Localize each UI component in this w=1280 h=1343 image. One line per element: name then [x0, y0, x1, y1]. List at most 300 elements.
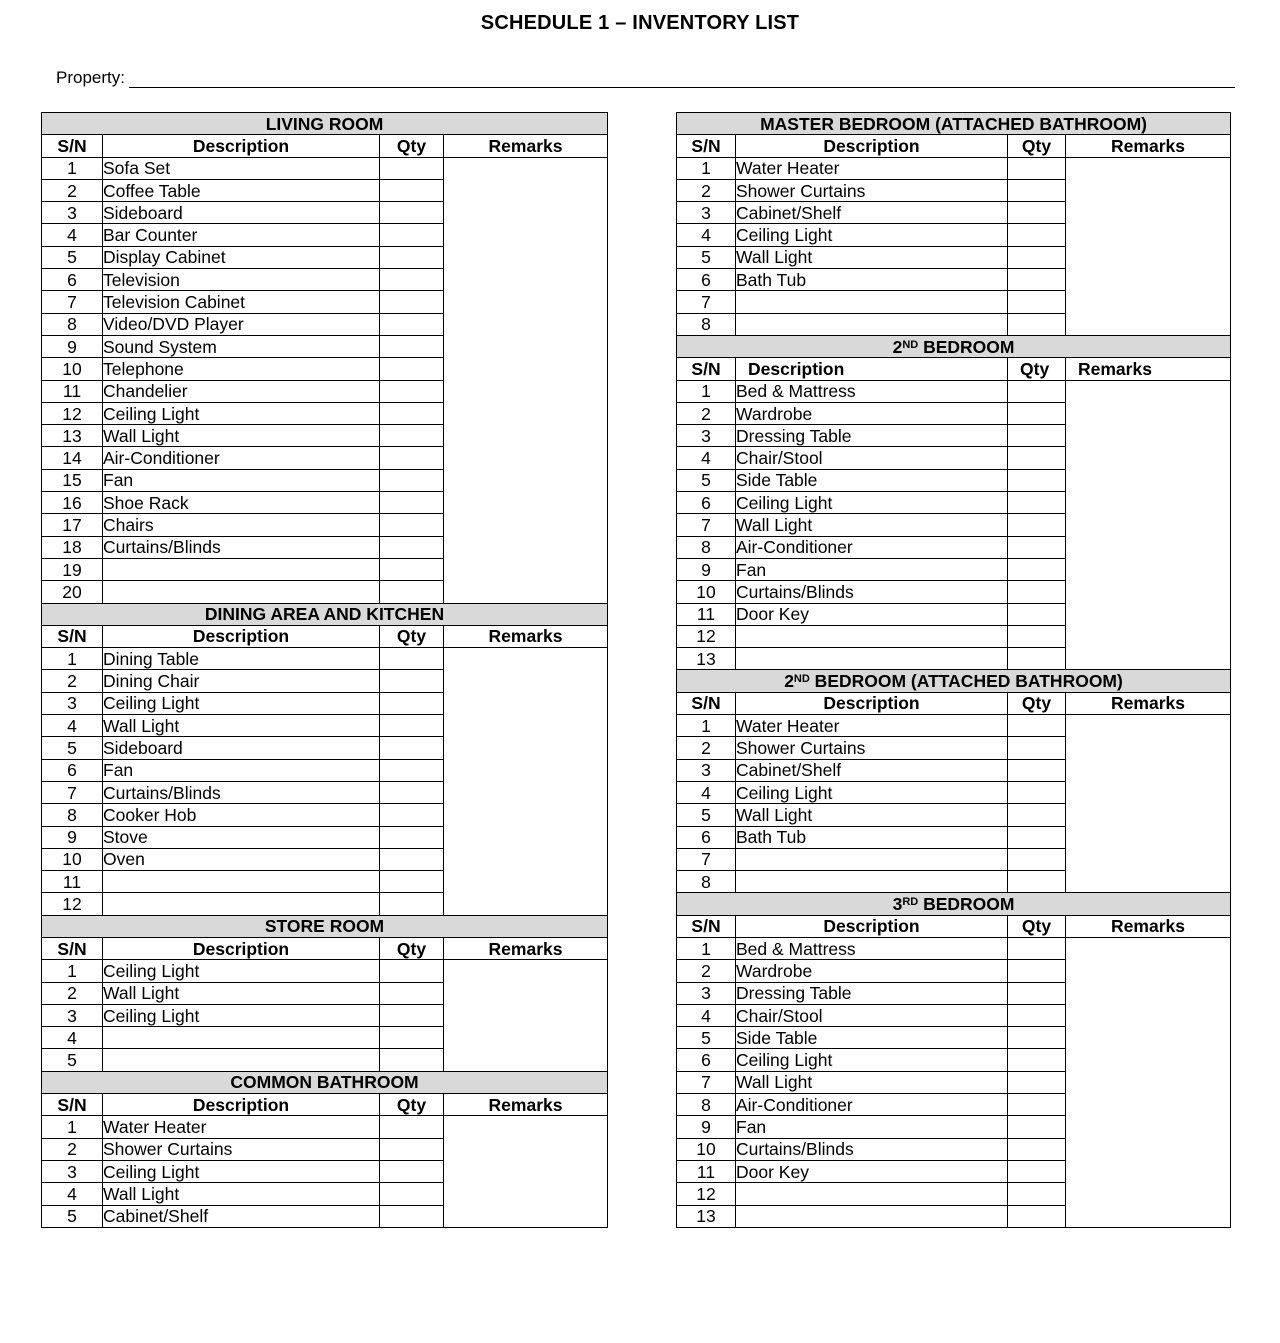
qty-cell[interactable] [1008, 1116, 1066, 1138]
column-header-row [677, 915, 1231, 937]
remarks-header: Remarks [1066, 358, 1231, 380]
qty-cell[interactable] [380, 558, 444, 580]
section-heading-row [677, 113, 1231, 135]
item-description: Ceiling Light [103, 1004, 380, 1026]
qty-cell[interactable] [380, 179, 444, 201]
qty-cell[interactable] [1008, 380, 1066, 402]
section-heading-row [677, 335, 1231, 357]
qty-cell[interactable] [380, 893, 444, 915]
serial-number: 16 [42, 492, 103, 514]
section-heading-number: 2 [892, 336, 903, 357]
serial-number: 11 [677, 603, 736, 625]
item-description: Wall Light [736, 246, 1008, 268]
page-title: SCHEDULE 1 – INVENTORY LIST [480, 12, 800, 34]
serial-number: 3 [42, 1004, 103, 1026]
qty-cell[interactable] [380, 157, 444, 179]
serial-number: 2 [677, 179, 736, 201]
serial-number: 13 [42, 425, 103, 447]
item-description: Dressing Table [736, 982, 1008, 1004]
remarks-header: Remarks [1066, 915, 1231, 937]
item-description[interactable] [736, 871, 1008, 893]
remarks-cell[interactable] [444, 648, 608, 916]
serial-number: 6 [42, 269, 103, 291]
sn-header: S/N [42, 937, 103, 959]
qty-cell[interactable] [380, 1138, 444, 1160]
column-header-row [677, 358, 1231, 380]
qty-cell[interactable] [380, 447, 444, 469]
item-description: Stove [103, 826, 380, 848]
qty-cell[interactable] [1008, 179, 1066, 201]
serial-number: 13 [677, 648, 736, 670]
qty-cell[interactable] [380, 536, 444, 558]
sn-header: S/N [42, 625, 103, 647]
remarks-cell[interactable] [444, 157, 608, 603]
qty-cell[interactable] [1008, 157, 1066, 179]
serial-number: 1 [42, 157, 103, 179]
item-description[interactable] [736, 313, 1008, 335]
item-description: Dressing Table [736, 425, 1008, 447]
qty-cell[interactable] [1008, 246, 1066, 268]
qty-cell[interactable] [1008, 492, 1066, 514]
item-description: Water Heater [103, 1116, 380, 1138]
qty-cell[interactable] [1008, 1004, 1066, 1026]
item-description: Sound System [103, 335, 380, 357]
item-description[interactable] [736, 625, 1008, 647]
item-description[interactable] [736, 848, 1008, 870]
serial-number: 9 [677, 1116, 736, 1138]
serial-number: 5 [677, 804, 736, 826]
serial-number: 13 [677, 1205, 736, 1227]
qty-cell[interactable] [1008, 982, 1066, 1004]
section-heading-row [42, 113, 608, 135]
qty-cell[interactable] [1008, 1205, 1066, 1227]
item-description: Shower Curtains [103, 1138, 380, 1160]
qty-cell[interactable] [1008, 781, 1066, 803]
serial-number: 3 [42, 692, 103, 714]
serial-number: 7 [677, 848, 736, 870]
qty-cell[interactable] [380, 1027, 444, 1049]
serial-number: 10 [677, 1138, 736, 1160]
item-description: Dining Chair [103, 670, 380, 692]
serial-number: 9 [677, 558, 736, 580]
column-header-row [42, 1094, 608, 1116]
qty-cell[interactable] [380, 670, 444, 692]
section-heading-number: 3 [892, 894, 903, 915]
qty-cell[interactable] [1008, 514, 1066, 536]
qty-cell[interactable] [1008, 1049, 1066, 1071]
serial-number: 3 [677, 425, 736, 447]
item-description: Ceiling Light [103, 960, 380, 982]
qty-cell[interactable] [380, 469, 444, 491]
qty-cell[interactable] [380, 1183, 444, 1205]
item-description: Wardrobe [736, 960, 1008, 982]
item-description: Bed & Mattress [736, 380, 1008, 402]
qty-cell[interactable] [380, 246, 444, 268]
item-description: Cabinet/Shelf [736, 202, 1008, 224]
section-heading-ordinal: ND [902, 338, 919, 351]
remarks-header: Remarks [444, 937, 608, 959]
serial-number: 6 [677, 1049, 736, 1071]
sn-header: S/N [677, 358, 736, 380]
item-description: Chair/Stool [736, 447, 1008, 469]
qty-cell[interactable] [1008, 871, 1066, 893]
serial-number: 12 [677, 625, 736, 647]
item-description: Shoe Rack [103, 492, 380, 514]
sn-header: S/N [677, 915, 736, 937]
table-row [677, 715, 1231, 737]
item-description: Ceiling Light [103, 402, 380, 424]
serial-number: 3 [677, 759, 736, 781]
item-description: Sideboard [103, 202, 380, 224]
table-row [42, 157, 608, 179]
remarks-cell[interactable] [1066, 937, 1231, 1227]
section-heading [677, 893, 1231, 915]
serial-number: 7 [42, 781, 103, 803]
qty-cell[interactable] [380, 291, 444, 313]
item-description: Coffee Table [103, 179, 380, 201]
serial-number: 5 [677, 1027, 736, 1049]
qty-cell[interactable] [380, 960, 444, 982]
description-header: Description [736, 692, 1008, 714]
qty-cell[interactable] [380, 402, 444, 424]
serial-number: 10 [677, 581, 736, 603]
item-description[interactable] [736, 291, 1008, 313]
serial-number: 4 [677, 224, 736, 246]
qty-cell[interactable] [380, 692, 444, 714]
description-header: Description [103, 1094, 380, 1116]
serial-number: 7 [42, 291, 103, 313]
item-description: Display Cabinet [103, 246, 380, 268]
item-description: Ceiling Light [736, 492, 1008, 514]
table-row [42, 1116, 608, 1138]
column-header-row [677, 692, 1231, 714]
remarks-cell[interactable] [1066, 715, 1231, 893]
item-description: Air-Conditioner [103, 447, 380, 469]
item-description: Curtains/Blinds [736, 581, 1008, 603]
serial-number: 5 [42, 1049, 103, 1071]
qty-header: Qty [1008, 915, 1066, 937]
qty-cell[interactable] [1008, 1094, 1066, 1116]
serial-number: 17 [42, 514, 103, 536]
qty-cell[interactable] [1008, 536, 1066, 558]
section-heading-text: BEDROOM [918, 336, 1015, 357]
serial-number: 6 [677, 269, 736, 291]
qty-cell[interactable] [380, 202, 444, 224]
item-description: Curtains/Blinds [103, 781, 380, 803]
serial-number: 2 [42, 179, 103, 201]
serial-number: 19 [42, 558, 103, 580]
item-description: Bed & Mattress [736, 937, 1008, 959]
item-description: Shower Curtains [736, 737, 1008, 759]
remarks-cell[interactable] [444, 1116, 608, 1227]
section-heading [677, 335, 1231, 357]
serial-number: 14 [42, 447, 103, 469]
serial-number: 11 [677, 1160, 736, 1182]
item-description: Wall Light [103, 425, 380, 447]
item-description: Ceiling Light [103, 692, 380, 714]
item-description: Ceiling Light [736, 224, 1008, 246]
item-description: Ceiling Light [736, 1049, 1008, 1071]
qty-cell[interactable] [380, 492, 444, 514]
qty-cell[interactable] [1008, 648, 1066, 670]
qty-cell[interactable] [1008, 804, 1066, 826]
item-description: Telephone [103, 358, 380, 380]
sn-header: S/N [677, 692, 736, 714]
section-heading: COMMON BATHROOM [42, 1071, 608, 1093]
qty-cell[interactable] [1008, 737, 1066, 759]
item-description: Ceiling Light [103, 1160, 380, 1182]
qty-cell[interactable] [380, 871, 444, 893]
qty-cell[interactable] [1008, 826, 1066, 848]
item-description: Wall Light [736, 804, 1008, 826]
item-description: Water Heater [736, 715, 1008, 737]
serial-number: 7 [677, 291, 736, 313]
item-description[interactable] [103, 1027, 380, 1049]
property-label: Property: [56, 68, 125, 87]
item-description: Television [103, 269, 380, 291]
qty-cell[interactable] [380, 335, 444, 357]
qty-cell[interactable] [1008, 224, 1066, 246]
qty-cell[interactable] [1008, 759, 1066, 781]
item-description: Sofa Set [103, 157, 380, 179]
qty-cell[interactable] [380, 514, 444, 536]
qty-cell[interactable] [380, 781, 444, 803]
qty-cell[interactable] [1008, 313, 1066, 335]
serial-number: 5 [677, 246, 736, 268]
qty-cell[interactable] [1008, 603, 1066, 625]
qty-cell[interactable] [380, 1116, 444, 1138]
serial-number: 8 [42, 313, 103, 335]
serial-number: 4 [42, 715, 103, 737]
qty-header: Qty [380, 625, 444, 647]
qty-cell[interactable] [380, 313, 444, 335]
qty-cell[interactable] [1008, 291, 1066, 313]
qty-cell[interactable] [1008, 581, 1066, 603]
table-row [42, 960, 608, 982]
section-heading-ordinal: ND [793, 673, 810, 686]
item-description[interactable] [103, 1049, 380, 1071]
item-description: Shower Curtains [736, 179, 1008, 201]
serial-number: 3 [42, 202, 103, 224]
item-description: Wall Light [736, 514, 1008, 536]
qty-cell[interactable] [1008, 447, 1066, 469]
qty-cell[interactable] [1008, 937, 1066, 959]
column-header-row [42, 937, 608, 959]
serial-number: 6 [677, 826, 736, 848]
serial-number: 1 [42, 960, 103, 982]
sn-header: S/N [42, 135, 103, 157]
serial-number: 12 [42, 893, 103, 915]
qty-header: Qty [380, 135, 444, 157]
qty-header: Qty [1008, 358, 1066, 380]
serial-number: 18 [42, 536, 103, 558]
serial-number: 1 [677, 157, 736, 179]
serial-number: 1 [677, 715, 736, 737]
qty-cell[interactable] [1008, 848, 1066, 870]
serial-number: 1 [677, 380, 736, 402]
item-description: Curtains/Blinds [103, 536, 380, 558]
section-heading [677, 670, 1231, 692]
qty-cell[interactable] [1008, 1071, 1066, 1093]
right-inventory-table [676, 112, 1231, 1228]
qty-cell[interactable] [380, 804, 444, 826]
table-row [677, 380, 1231, 402]
item-description: Bath Tub [736, 269, 1008, 291]
item-description[interactable] [103, 893, 380, 915]
item-description: Bar Counter [103, 224, 380, 246]
description-header: Description [103, 135, 380, 157]
item-description: Wall Light [736, 1071, 1008, 1093]
section-heading: DINING AREA AND KITCHEN [42, 603, 608, 625]
item-description: Bath Tub [736, 826, 1008, 848]
serial-number: 10 [42, 848, 103, 870]
qty-cell[interactable] [380, 581, 444, 603]
item-description: Curtains/Blinds [736, 1138, 1008, 1160]
serial-number: 6 [677, 492, 736, 514]
qty-cell[interactable] [380, 848, 444, 870]
qty-cell[interactable] [380, 380, 444, 402]
section-heading: MASTER BEDROOM (ATTACHED BATHROOM) [677, 113, 1231, 135]
qty-cell[interactable] [380, 737, 444, 759]
serial-number: 1 [42, 1116, 103, 1138]
qty-cell[interactable] [380, 1160, 444, 1182]
item-description: Oven [103, 848, 380, 870]
item-description[interactable] [736, 1183, 1008, 1205]
table-row [42, 648, 608, 670]
property-input-line[interactable] [129, 87, 1235, 88]
remarks-header: Remarks [444, 1094, 608, 1116]
serial-number: 3 [677, 202, 736, 224]
item-description: Cabinet/Shelf [103, 1205, 380, 1227]
section-heading-text: BEDROOM [918, 894, 1015, 915]
serial-number: 11 [42, 871, 103, 893]
qty-cell[interactable] [380, 648, 444, 670]
section-heading-row [677, 893, 1231, 915]
item-description: Water Heater [736, 157, 1008, 179]
item-description: Side Table [736, 469, 1008, 491]
serial-number: 2 [42, 670, 103, 692]
qty-cell[interactable] [380, 425, 444, 447]
item-description: Ceiling Light [736, 781, 1008, 803]
qty-cell[interactable] [380, 715, 444, 737]
serial-number: 15 [42, 469, 103, 491]
serial-number: 4 [677, 781, 736, 803]
item-description: Air-Conditioner [736, 536, 1008, 558]
serial-number: 4 [42, 1027, 103, 1049]
qty-cell[interactable] [380, 269, 444, 291]
column-header-row [42, 135, 608, 157]
qty-cell[interactable] [380, 358, 444, 380]
qty-header: Qty [380, 1094, 444, 1116]
item-description: Wardrobe [736, 402, 1008, 424]
remarks-header: Remarks [1066, 135, 1231, 157]
qty-cell[interactable] [380, 759, 444, 781]
section-heading-row [677, 670, 1231, 692]
serial-number: 2 [42, 1138, 103, 1160]
column-header-row [677, 135, 1231, 157]
qty-header: Qty [1008, 135, 1066, 157]
qty-cell[interactable] [380, 1049, 444, 1071]
qty-cell[interactable] [1008, 1183, 1066, 1205]
item-description: Fan [736, 1116, 1008, 1138]
item-description: Video/DVD Player [103, 313, 380, 335]
qty-cell[interactable] [380, 1205, 444, 1227]
qty-cell[interactable] [1008, 469, 1066, 491]
remarks-cell[interactable] [444, 960, 608, 1071]
serial-number: 5 [42, 1205, 103, 1227]
item-description: Wall Light [103, 715, 380, 737]
item-description: Chairs [103, 514, 380, 536]
qty-cell[interactable] [380, 826, 444, 848]
item-description: Sideboard [103, 737, 380, 759]
serial-number: 1 [677, 937, 736, 959]
serial-number: 2 [677, 960, 736, 982]
section-heading-row [42, 915, 608, 937]
item-description: Chandelier [103, 380, 380, 402]
serial-number: 4 [677, 447, 736, 469]
serial-number: 8 [42, 804, 103, 826]
remarks-cell[interactable] [1066, 380, 1231, 670]
qty-cell[interactable] [1008, 1027, 1066, 1049]
remarks-header: Remarks [444, 625, 608, 647]
serial-number: 4 [42, 224, 103, 246]
qty-cell[interactable] [1008, 715, 1066, 737]
item-description[interactable] [103, 558, 380, 580]
qty-cell[interactable] [1008, 269, 1066, 291]
serial-number: 9 [42, 335, 103, 357]
description-header: Description [736, 135, 1008, 157]
serial-number: 8 [677, 536, 736, 558]
qty-cell[interactable] [1008, 425, 1066, 447]
description-header: Description [736, 358, 1008, 380]
table-row [677, 157, 1231, 179]
item-description: Fan [103, 759, 380, 781]
qty-cell[interactable] [1008, 625, 1066, 647]
remarks-cell[interactable] [1066, 157, 1231, 335]
serial-number: 2 [677, 402, 736, 424]
item-description: Cooker Hob [103, 804, 380, 826]
remarks-header: Remarks [444, 135, 608, 157]
item-description: Wall Light [103, 982, 380, 1004]
qty-cell[interactable] [1008, 558, 1066, 580]
section-heading: LIVING ROOM [42, 113, 608, 135]
serial-number: 7 [677, 1071, 736, 1093]
qty-cell[interactable] [380, 1004, 444, 1026]
item-description: Fan [103, 469, 380, 491]
serial-number: 8 [677, 871, 736, 893]
serial-number: 8 [677, 313, 736, 335]
qty-cell[interactable] [1008, 1160, 1066, 1182]
item-description[interactable] [736, 1205, 1008, 1227]
serial-number: 10 [42, 358, 103, 380]
serial-number: 3 [677, 982, 736, 1004]
section-heading-text: BEDROOM (ATTACHED BATHROOM) [809, 671, 1123, 692]
left-inventory-table [41, 112, 608, 1228]
qty-cell[interactable] [1008, 1138, 1066, 1160]
qty-cell[interactable] [1008, 202, 1066, 224]
serial-number: 1 [42, 648, 103, 670]
item-description[interactable] [103, 871, 380, 893]
description-header: Description [103, 937, 380, 959]
item-description[interactable] [736, 648, 1008, 670]
qty-cell[interactable] [380, 982, 444, 1004]
serial-number: 2 [42, 982, 103, 1004]
qty-cell[interactable] [380, 224, 444, 246]
qty-cell[interactable] [1008, 402, 1066, 424]
section-heading-row [42, 603, 608, 625]
qty-cell[interactable] [1008, 960, 1066, 982]
item-description[interactable] [103, 581, 380, 603]
